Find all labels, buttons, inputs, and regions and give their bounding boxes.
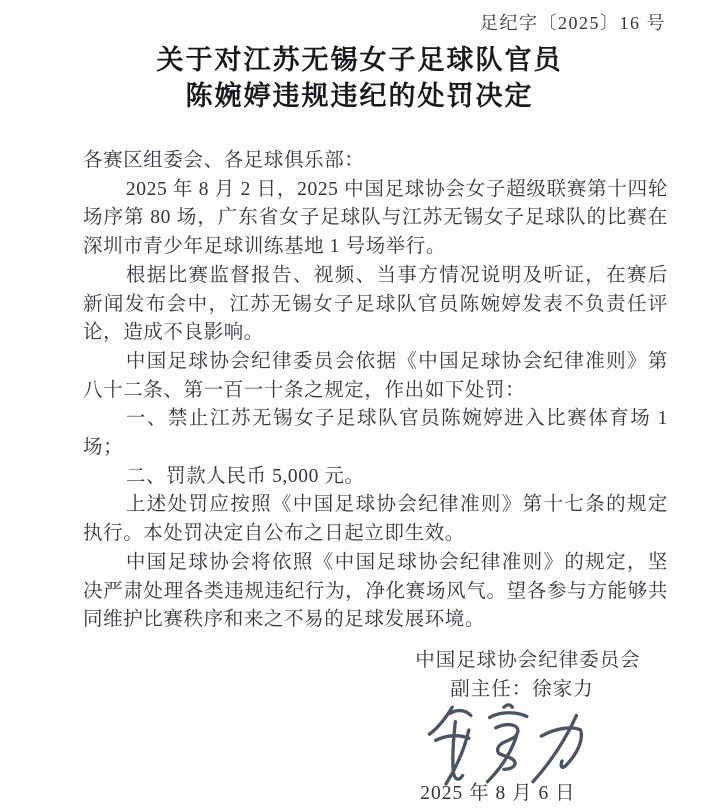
signature-date: 2025 年 8 月 6 日 [420,783,576,804]
document-title [0,42,719,114]
body-paragraph: 2025 年 8 月 2 日，2025 中国足球协会女子超级联赛第十四轮场序第 80 场，广东省女子足球队与江苏无锡女子足球队的比赛在深圳市青少年足球训练基地 1 号场举行。 [83,178,668,258]
body-paragraph: 二、罚款人民币 5,000 元。 [125,465,365,487]
signature-ink-strokes [420,701,588,789]
body-paragraph: 中国足球协会纪律委员会依据《中国足球协会纪律准则》第八十二条、第一百一十条之规定，作出如下处罚： [83,350,668,401]
body-paragraph: 根据比赛监督报告、视频、当事方情况说明及听证，在赛后新闻发布会中，江苏无锡女子足球队官员陈婉婷发表不负责任评论，造成不良影响。 [83,264,668,344]
salutation: 各赛区组委会、各足球俱乐部： [83,150,365,171]
body-paragraph: 一、禁止江苏无锡女子足球队官员陈婉婷进入比赛体育场 1 场； [83,408,668,459]
handwritten-signature [374,701,634,789]
signature-block [374,646,664,808]
document-number: 足纪字〔2025〕16 号 [480,13,666,33]
document-title-line1: 关于对江苏无锡女子足球队官员 [156,45,563,75]
document-title-line2: 陈婉婷违规违纪的处罚决定 [185,81,534,111]
body-paragraph: 中国足球协会将依照《中国足球协会纪律准则》的规定，坚决严肃处理各类违规违纪行为，净化赛场风气。望各参与方能够共同维护比赛秩序和来之不易的足球发展环境。 [83,551,668,631]
signature-signer-title: 副主任：徐家力 [450,679,594,700]
signature-org: 中国足球协会纪律委员会 [415,650,641,671]
document-body [83,147,668,635]
body-paragraph: 上述处罚应按照《中国足球协会纪律准则》第十七条的规定执行。本处罚决定自公布之日起立即生效。 [83,494,668,545]
